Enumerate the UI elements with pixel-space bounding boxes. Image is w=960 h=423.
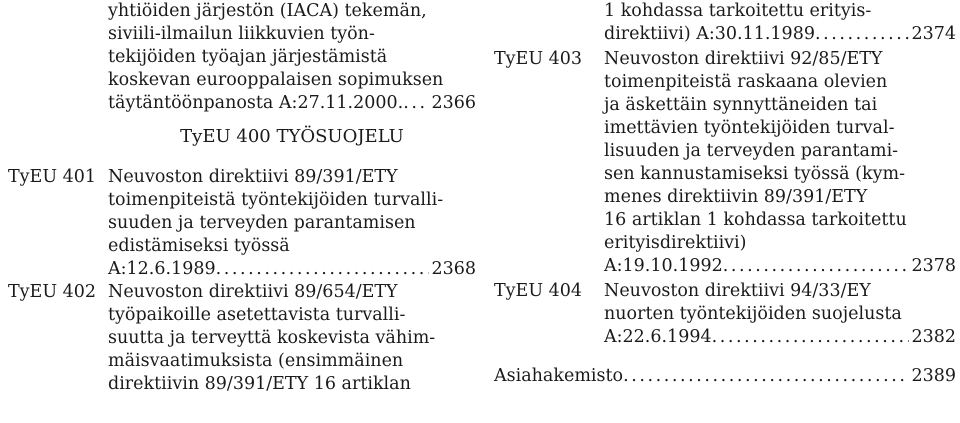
- page-number: 2389: [911, 366, 956, 386]
- leader-dots: [403, 92, 429, 115]
- leader-dots: [712, 326, 910, 349]
- reference-text: A:22.6.1994: [604, 327, 712, 347]
- text-line: nuorten työntekijöiden suojelusta: [604, 304, 902, 324]
- text-line: edistämiseksi työssä: [108, 236, 290, 256]
- continued-entry-2374: [494, 0, 956, 46]
- continued-entry-2366: [8, 0, 476, 115]
- text-line: tekijöiden työajan järjestämistä: [108, 47, 388, 67]
- reference-text: direktiivi) A:30.11.1989: [604, 24, 815, 44]
- entry-code: TyEU 401: [8, 167, 97, 187]
- leader-dots: [723, 255, 910, 278]
- text-line: työpaikoille asetettavista turvalli-: [108, 305, 406, 325]
- page-number: 2378: [911, 256, 956, 276]
- text-line: menes direktiivin 89/391/ETY: [604, 187, 868, 207]
- toc-entry-tyeu-404: [494, 280, 956, 349]
- page-number: 2368: [431, 259, 476, 279]
- text-line: imettävien työntekijöiden turval-: [604, 118, 895, 138]
- text-line: 1 kohdassa tarkoitettu erityis-: [604, 1, 872, 21]
- left-column: [8, 0, 476, 396]
- text-line: siviili-ilmailun liikkuvien työn-: [108, 24, 375, 44]
- toc-entry-tyeu-403: [494, 48, 956, 278]
- text-line: lisuuden ja terveyden parantami-: [604, 141, 899, 161]
- page-reference: [108, 92, 476, 115]
- text-line: suutta ja terveyttä koskevista vähim-: [108, 328, 436, 348]
- text-line: yhtiöiden järjestön (IACA) tekemän,: [108, 1, 427, 21]
- toc-entry-tyeu-402: [8, 281, 476, 396]
- reference-text: A:12.6.1989: [108, 259, 216, 279]
- text-line: direktiivin 89/391/ETY 16 artiklan: [108, 374, 411, 394]
- text-line: 16 artiklan 1 kohdassa tarkoitettu: [604, 210, 907, 230]
- leader-dots: [216, 258, 430, 281]
- text-line: koskevan eurooppalaisen sopimuksen: [108, 70, 444, 90]
- page-reference: [604, 23, 956, 46]
- entry-code: TyEU 404: [494, 281, 583, 301]
- leader-dots: [623, 365, 909, 388]
- text-line: erityisdirektiivi): [604, 233, 747, 253]
- entry-code: TyEU 402: [8, 282, 97, 302]
- reference-text: A:19.10.1992: [604, 256, 723, 276]
- reference-text: täytäntöönpanosta A:27.11.2000.: [108, 93, 404, 113]
- page-reference: [604, 326, 956, 349]
- text-line: Neuvoston direktiivi 89/654/ETY: [108, 282, 398, 302]
- section-heading: TyEU 400 TYÖSUOJELU: [180, 126, 404, 147]
- index-label: Asiahakemisto: [494, 366, 624, 386]
- page-number: 2382: [911, 327, 956, 347]
- text-line: Neuvoston direktiivi 94/33/EY: [604, 281, 871, 301]
- page-number: 2366: [431, 93, 476, 113]
- page-reference: [108, 258, 476, 281]
- toc-entry-tyeu-401: [8, 166, 476, 281]
- text-line: Neuvoston direktiivi 92/85/ETY: [604, 49, 883, 69]
- page-number: 2374: [911, 24, 956, 44]
- text-line: Neuvoston direktiivi 89/391/ETY: [108, 167, 398, 187]
- text-line: mäisvaatimuksista (ensimmäinen: [108, 351, 404, 371]
- leader-dots: [815, 23, 909, 46]
- text-line: ja äskettäin synnyttäneiden tai: [604, 95, 878, 115]
- text-line: toimenpiteistä työntekijöiden turvalli-: [108, 190, 444, 210]
- text-line: suuden ja terveyden parantamisen: [108, 213, 416, 233]
- entry-code: TyEU 403: [494, 49, 583, 69]
- page-reference: [604, 255, 956, 278]
- index-reference: [494, 365, 956, 388]
- text-line: sen kannustamiseksi työssä (kym-: [604, 164, 905, 184]
- text-line: toimenpiteistä raskaana olevien: [604, 72, 888, 92]
- right-column: [494, 0, 956, 388]
